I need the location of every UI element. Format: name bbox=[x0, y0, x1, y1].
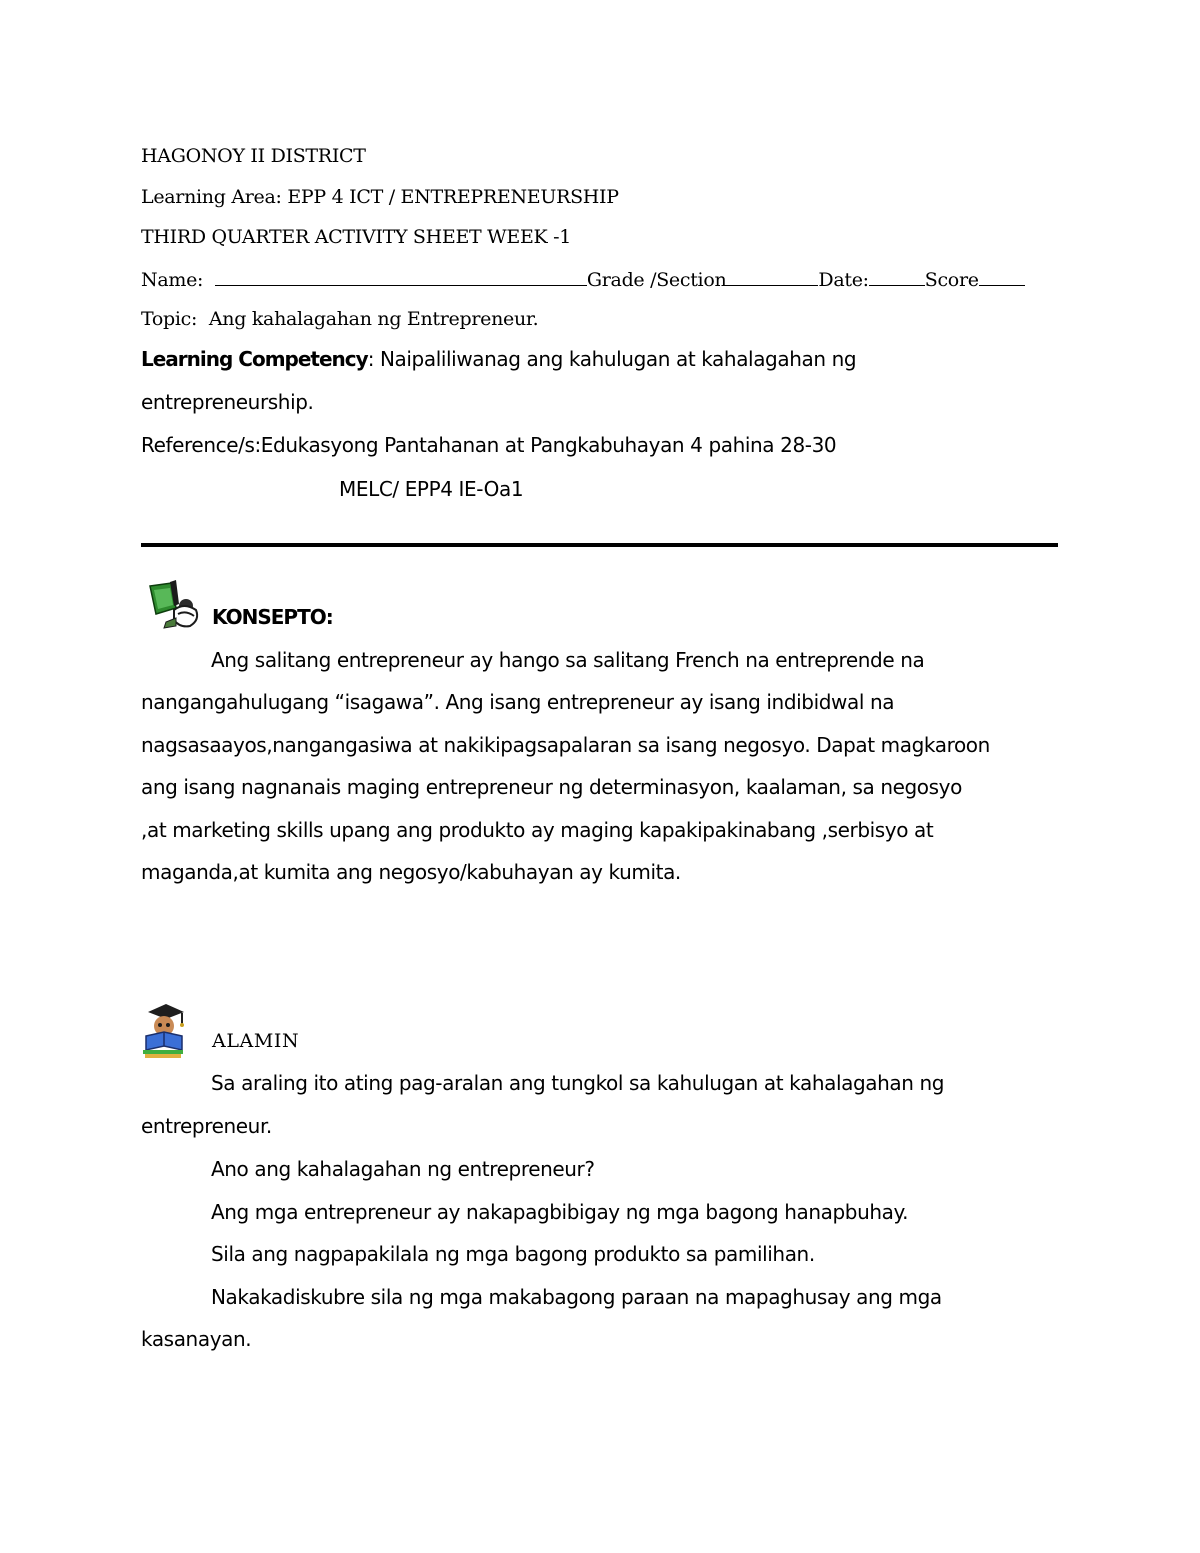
learning-area-label: Learning Area: bbox=[141, 186, 282, 208]
alamin-line: Nakakadiskubre sila ng mga makabagong paraan na mapaghusay ang mga bbox=[211, 1285, 942, 1309]
score-field[interactable] bbox=[979, 267, 1025, 286]
alamin-line: Sa araling ito ating pag-aralan ang tungkol sa kahulugan at kahalagahan ng bbox=[211, 1071, 945, 1095]
competency-label: Learning Competency bbox=[141, 347, 368, 371]
reference-line: Reference/s:Edukasyong Pantahanan at Pangkabuhayan 4 pahina 28-30 bbox=[141, 433, 837, 457]
date-label: Date: bbox=[818, 269, 869, 291]
konsepto-line: maganda,at kumita ang negosyo/kabuhayan ay kumita. bbox=[141, 860, 681, 884]
grade-section-label: Grade /Section bbox=[586, 269, 727, 291]
topic-label: Topic: bbox=[141, 308, 198, 330]
district-title: HAGONOY II DISTRICT bbox=[141, 145, 366, 167]
topic-line bbox=[141, 308, 538, 330]
student-reading-icon bbox=[138, 1002, 188, 1060]
sheet-title: THIRD QUARTER ACTIVITY SHEET WEEK -1 bbox=[141, 226, 572, 248]
name-field[interactable] bbox=[215, 267, 587, 286]
learning-area-value: EPP 4 ICT / ENTREPRENEURSHIP bbox=[287, 186, 619, 208]
name-label: Name: bbox=[141, 269, 204, 291]
writing-hand-icon bbox=[146, 580, 204, 630]
alamin-line: kasanayan. bbox=[141, 1327, 252, 1351]
section-divider bbox=[141, 543, 1058, 547]
competency-line bbox=[141, 347, 856, 371]
alamin-line: Ano ang kahalagahan ng entrepreneur? bbox=[211, 1157, 595, 1181]
konsepto-title: KONSEPTO: bbox=[212, 605, 333, 629]
grade-section-field[interactable] bbox=[726, 267, 818, 286]
konsepto-line: Ang salitang entrepreneur ay hango sa salitang French na entreprende na bbox=[211, 648, 925, 672]
score-label: Score bbox=[924, 269, 979, 291]
melc-line: MELC/ EPP4 IE-Oa1 bbox=[339, 477, 524, 501]
konsepto-line: nagsasaayos,nangangasiwa at nakikipagsapalaran sa isang negosyo. Dapat magkaroon bbox=[141, 733, 990, 757]
alamin-title: ALAMIN bbox=[212, 1030, 300, 1052]
alamin-line: entrepreneur. bbox=[141, 1114, 272, 1138]
competency-value: : Naipaliliwanag ang kahulugan at kahalagahan ng bbox=[367, 347, 857, 371]
konsepto-line: nangangahulugang “isagawa”. Ang isang entrepreneur ay isang indibidwal na bbox=[141, 690, 895, 714]
date-field[interactable] bbox=[869, 267, 925, 286]
student-info-line bbox=[141, 267, 1025, 291]
alamin-line: Sila ang nagpapakilala ng mga bagong produkto sa pamilihan. bbox=[211, 1242, 815, 1266]
konsepto-line: ,at marketing skills upang ang produkto ay maging kapakipakinabang ,serbisyo at bbox=[141, 818, 934, 842]
alamin-line: Ang mga entrepreneur ay nakapagbibigay ng mga bagong hanapbuhay. bbox=[211, 1200, 909, 1224]
learning-area-line bbox=[141, 186, 619, 208]
konsepto-line: ang isang nagnanais maging entrepreneur ng determinasyon, kaalaman, sa negosyo bbox=[141, 775, 962, 799]
topic-value: Ang kahalagahan ng Entrepreneur. bbox=[208, 308, 539, 330]
competency-continuation: entrepreneurship. bbox=[141, 390, 314, 414]
